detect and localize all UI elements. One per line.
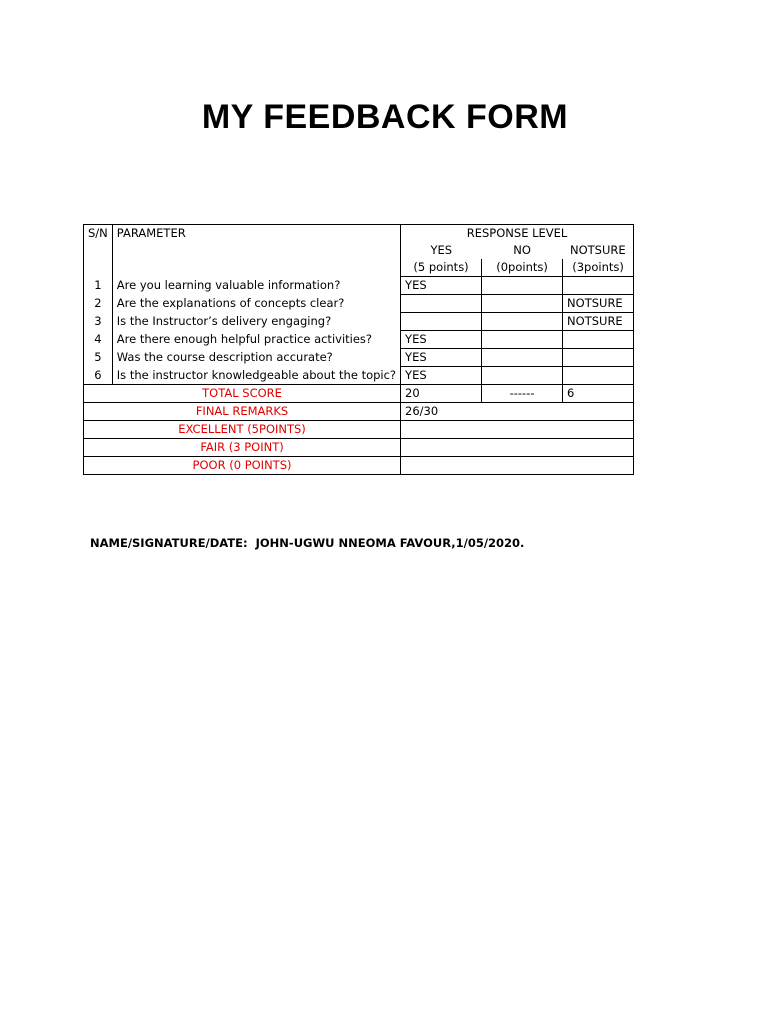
signature-label: NAME/SIGNATURE/DATE: [90,536,248,550]
feedback-table [83,224,634,475]
signature-line [90,536,524,550]
total-notsure: 6 [563,385,634,403]
scale-value [401,421,634,439]
table-row [84,367,634,385]
row-sn: 5 [84,349,113,367]
row-notsure: NOTSURE [563,313,634,331]
total-score-row [84,385,634,403]
no-header: NO [513,243,531,257]
scale-label: POOR (0 POINTS) [84,457,401,475]
row-no [482,349,563,367]
table-row [84,295,634,313]
final-remarks-value: 26/30 [401,403,634,421]
table-row [84,349,634,367]
row-notsure [563,277,634,295]
row-parameter: Is the instructor knowledgeable about the topic? [112,367,400,385]
signature-value: JOHN-UGWU NNEOMA FAVOUR,1/05/2020. [255,536,525,550]
scale-row [84,421,634,439]
row-parameter: Is the Instructor’s delivery engaging? [112,313,400,331]
scale-row [84,439,634,457]
no-points: (0points) [482,259,563,277]
final-remarks-label: FINAL REMARKS [84,403,401,421]
total-score-label: TOTAL SCORE [84,385,401,403]
row-yes: YES [401,277,482,295]
sn-header-spacer [84,242,113,259]
table-points-row [84,259,634,277]
yes-points: (5 points) [401,259,482,277]
scale-value [401,457,634,475]
row-sn: 4 [84,331,113,349]
response-level-header: RESPONSE LEVEL [401,225,634,243]
parameter-header-spacer [112,259,400,277]
table-row [84,277,634,295]
table-row [84,331,634,349]
notsure-header: NOTSURE [563,242,634,259]
row-yes: YES [401,331,482,349]
total-yes: 20 [401,385,482,403]
scale-label: EXCELLENT (5POINTS) [84,421,401,439]
row-parameter: Are the explanations of concepts clear? [112,295,400,313]
row-no [482,367,563,385]
final-remarks-row [84,403,634,421]
row-sn: 2 [84,295,113,313]
row-sn: 6 [84,367,113,385]
row-yes: YES [401,349,482,367]
row-sn: 3 [84,313,113,331]
row-sn: 1 [84,277,113,295]
table-subheader-row [84,242,634,259]
row-no [482,295,563,313]
table-row [84,313,634,331]
form-title: MY FEEDBACK FORM [201,98,569,136]
row-yes: YES [401,367,482,385]
row-notsure [563,349,634,367]
notsure-points: (3points) [563,259,634,277]
row-parameter: Are you learning valuable information? [112,277,400,295]
row-notsure: NOTSURE [563,295,634,313]
table-header-row [84,225,634,243]
scale-value [401,439,634,457]
row-yes [401,295,482,313]
row-parameter: Are there enough helpful practice activities? [112,331,400,349]
total-no: ------ [482,385,563,403]
parameter-header-spacer [112,242,400,259]
yes-header: YES [401,242,482,259]
row-no [482,277,563,295]
sn-header: S/N [84,225,113,243]
scale-row [84,457,634,475]
sn-header-spacer [84,259,113,277]
row-notsure [563,367,634,385]
row-no [482,313,563,331]
scale-label: FAIR (3 POINT) [84,439,401,457]
row-notsure [563,331,634,349]
row-no [482,331,563,349]
row-yes [401,313,482,331]
parameter-header: PARAMETER [112,225,400,243]
row-parameter: Was the course description accurate? [112,349,400,367]
